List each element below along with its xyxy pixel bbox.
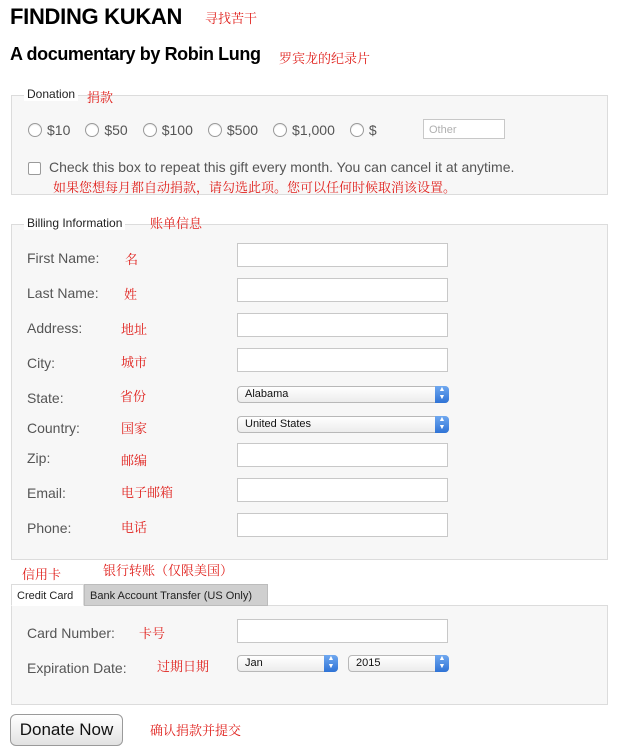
bank-transfer-translation: 银行转账（仅限美国） [103, 564, 234, 579]
recurring-translation: 如果您想每月都自动捐款，请勾选此项。您可以任何时候取消该设置。 [53, 181, 457, 196]
amount-label: $1,000 [292, 122, 335, 138]
amount-option-10[interactable] [28, 122, 70, 138]
address-input[interactable] [237, 313, 448, 337]
radio-100[interactable] [143, 123, 157, 137]
amount-label: $500 [226, 122, 259, 138]
page-title-translation: 寻找苦干 [205, 12, 258, 27]
phone-input[interactable] [237, 513, 448, 537]
radio-10[interactable] [28, 123, 42, 137]
page-title: FINDING KUKAN [10, 4, 183, 29]
recurring-label: Check this box to repeat this gift every month. You can cancel it at anytime. [49, 159, 515, 175]
amount-option-500[interactable] [208, 122, 258, 138]
amount-option-50[interactable] [85, 122, 127, 138]
chevron-updown-icon: ▲ ▼ [435, 655, 449, 672]
recurring-checkbox[interactable] [28, 162, 41, 175]
donate-translation: 确认捐款并提交 [150, 724, 242, 739]
country-translation: 国家 [121, 422, 148, 437]
exp-year-value: 2015 [356, 657, 381, 669]
amount-label: $50 [104, 122, 128, 138]
radio-1000[interactable] [273, 123, 287, 137]
radio-other[interactable] [350, 123, 364, 137]
address-label: Address: [27, 320, 83, 336]
donate-now-button[interactable]: Donate Now [10, 714, 123, 746]
country-select[interactable] [237, 416, 449, 433]
city-translation: 城市 [121, 356, 148, 371]
donation-legend: Donation [24, 87, 78, 101]
address-translation: 地址 [121, 323, 148, 338]
city-label: City: [27, 355, 55, 371]
other-amount-input[interactable]: Other [423, 119, 505, 139]
zip-input[interactable] [237, 443, 448, 467]
state-value: Alabama [245, 388, 289, 400]
email-input[interactable] [237, 478, 448, 502]
billing-legend: Billing Information [24, 216, 125, 230]
radio-500[interactable] [208, 123, 222, 137]
phone-translation: 电话 [121, 521, 148, 536]
email-translation: 电子邮箱 [121, 486, 174, 501]
state-label: State: [27, 390, 64, 406]
card-number-label: Card Number: [27, 625, 115, 641]
phone-label: Phone: [27, 520, 72, 536]
donation-legend-translation: 捐款 [87, 91, 114, 106]
billing-legend-translation: 账单信息 [150, 217, 203, 232]
radio-50[interactable] [85, 123, 99, 137]
amount-option-100[interactable] [143, 122, 193, 138]
amount-label: $10 [47, 122, 71, 138]
expiration-translation: 过期日期 [157, 660, 210, 675]
zip-label: Zip: [27, 450, 51, 466]
exp-year-select[interactable] [348, 655, 449, 672]
credit-card-translation: 信用卡 [22, 568, 62, 583]
card-number-input[interactable] [237, 619, 448, 643]
chevron-updown-icon: ▲ ▼ [435, 416, 449, 433]
amount-label: $100 [161, 122, 193, 138]
amount-option-1000[interactable] [273, 122, 335, 138]
card-number-translation: 卡号 [139, 627, 166, 642]
last-name-input[interactable] [237, 278, 448, 302]
amount-label: $ [368, 122, 377, 138]
first-name-translation: 名 [125, 253, 139, 268]
state-select[interactable] [237, 386, 449, 403]
first-name-input[interactable] [237, 243, 448, 267]
country-label: Country: [27, 420, 80, 436]
tab-bank-transfer[interactable]: Bank Account Transfer (US Only) [84, 584, 268, 606]
zip-translation: 邮编 [121, 454, 148, 469]
exp-month-select[interactable] [237, 655, 338, 672]
email-label: Email: [27, 485, 66, 501]
chevron-updown-icon: ▲ ▼ [324, 655, 338, 672]
tab-credit-card[interactable]: Credit Card [11, 584, 84, 606]
page-subtitle: A documentary by Robin Lung [10, 44, 261, 64]
amount-option-other[interactable] [350, 122, 377, 138]
first-name-label: First Name: [27, 250, 100, 266]
page-subtitle-translation: 罗宾龙的纪录片 [279, 52, 371, 67]
amount-options [28, 122, 392, 138]
expiration-label: Expiration Date: [27, 660, 127, 676]
last-name-label: Last Name: [27, 285, 99, 301]
exp-month-value: Jan [245, 657, 263, 669]
state-translation: 省份 [120, 390, 147, 405]
last-name-translation: 姓 [124, 288, 138, 303]
city-input[interactable] [237, 348, 448, 372]
chevron-updown-icon: ▲ ▼ [435, 386, 449, 403]
country-value: United States [245, 418, 312, 430]
